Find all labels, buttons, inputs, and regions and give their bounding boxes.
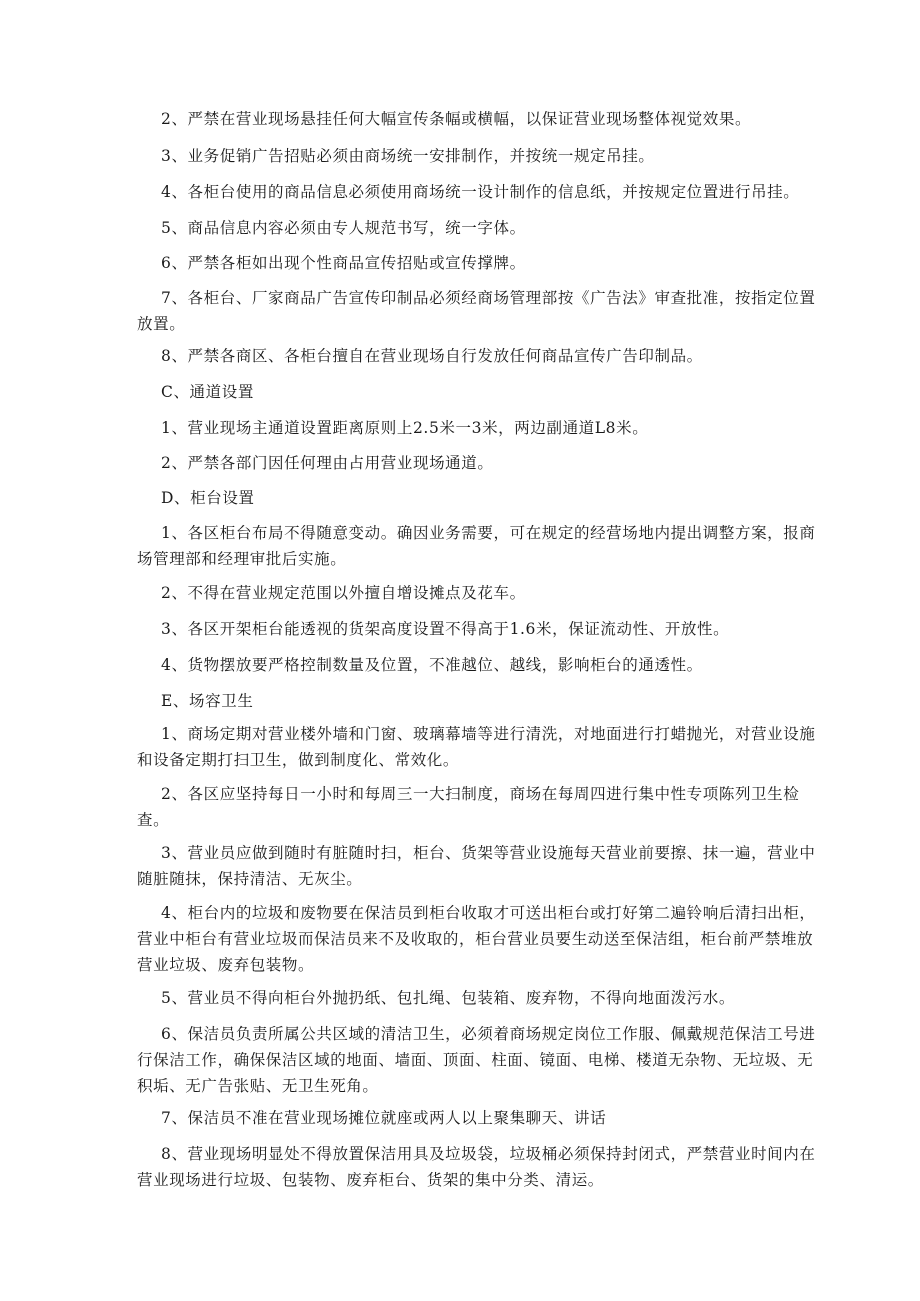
paragraph-text: 4、柜台内的垃圾和废物要在保洁员到柜台收取才可送出柜台或打好第二遍铃响后清扫出柜，营业中柜台有营业垃圾而保洁员来不及收取的，柜台营业员要生动送至保洁组，柜台前严禁堆放营业垃圾、废弃包装物。: [137, 904, 816, 974]
section-heading: [137, 485, 817, 511]
section-heading-text: E、场容卫生: [161, 692, 254, 710]
paragraph: [137, 1141, 817, 1193]
paragraph: [137, 840, 817, 892]
paragraph: [137, 616, 817, 642]
paragraph-text: 6、严禁各柜如出现个性商品宣传招贴或宣传撑牌。: [161, 254, 526, 272]
paragraph-text: 1、商场定期对营业楼外墙和门窗、玻璃幕墙等进行清洗，对地面进行打蜡抛光，对营业设施和设备定期打扫卫生，做到制度化、常效化。: [137, 725, 816, 769]
paragraph: [137, 415, 817, 441]
paragraph-text: 3、各区开架柜台能透视的货架高度设置不得高于1.6米，保证流动性、开放性。: [161, 620, 730, 638]
paragraph-text: 7、保洁员不准在营业现场摊位就座或两人以上聚集聊天、讲话: [161, 1109, 607, 1127]
paragraph: [137, 179, 817, 205]
paragraph-text: 8、营业现场明显处不得放置保洁用具及垃圾袋，垃圾桶必须保持封闭式，严禁营业时间内在营业现场进行垃圾、包装物、废弃柜台、货架的集中分类、清运。: [137, 1145, 816, 1189]
paragraph-text: 2、不得在营业规定范围以外擅自增设摊点及花车。: [161, 584, 526, 602]
paragraph: [137, 721, 817, 773]
paragraph-text: 3、业务促销广告招贴必须由商场统一安排制作，并按统一规定吊挂。: [161, 147, 655, 165]
paragraph-text: 2、严禁在营业现场悬挂任何大幅宣传条幅或横幅，以保证营业现场整体视觉效果。: [161, 110, 752, 128]
paragraph: [137, 1105, 817, 1131]
paragraph: [137, 106, 817, 132]
paragraph: [137, 900, 817, 978]
paragraph-text: 3、营业员应做到随时有脏随时扫，柜台、货架等营业设施每天营业前要擦、抹一遍，营业中随脏随抹，保持清洁、无灰尘。: [137, 844, 816, 888]
paragraph-text: 1、各区柜台布局不得随意变动。确因业务需要，可在规定的经营场地内提出调整方案，报商场管理部和经理审批后实施。: [137, 524, 816, 568]
paragraph-text: 7、各柜台、厂家商品广告宣传印制品必须经商场管理部按《广告法》审查批准，按指定位置放置。: [137, 289, 816, 333]
paragraph: [137, 285, 817, 337]
paragraph: [137, 343, 817, 369]
section-heading: [137, 379, 817, 405]
paragraph: [137, 250, 817, 276]
paragraph: [137, 520, 817, 572]
paragraph: [137, 215, 817, 241]
paragraph: [137, 1021, 817, 1099]
paragraph: [137, 985, 817, 1011]
paragraph-text: 4、货物摆放要严格控制数量及位置，不准越位、越线，影响柜台的通透性。: [161, 656, 703, 674]
section-heading: [137, 688, 817, 714]
paragraph: [137, 450, 817, 476]
section-heading-text: C、通道设置: [161, 383, 254, 401]
paragraph: [137, 143, 817, 169]
paragraph: [137, 580, 817, 606]
paragraph-text: 5、商品信息内容必须由专人规范书写，统一字体。: [161, 219, 526, 237]
paragraph-text: 4、各柜台使用的商品信息必须使用商场统一设计制作的信息纸，并按规定位置进行吊挂。: [161, 183, 800, 201]
paragraph-text: 1、营业现场主通道设置距离原则上2.5米一3米，两边副通道L8米。: [161, 419, 649, 437]
paragraph-text: 2、严禁各部门因任何理由占用营业现场通道。: [161, 454, 494, 472]
paragraph-text: 8、严禁各商区、各柜台擅自在营业现场自行发放任何商品宣传广告印制品。: [161, 347, 703, 365]
paragraph-text: 6、保洁员负责所属公共区域的清洁卫生，必须着商场规定岗位工作服、佩戴规范保洁工号进行保洁工作，确保保洁区域的地面、墙面、顶面、柱面、镜面、电梯、楼道无杂物、无垃圾、无积垢、无广告张贴、无卫生死角。: [137, 1025, 816, 1095]
paragraph: [137, 652, 817, 678]
paragraph-text: 5、营业员不得向柜台外抛扔纸、包扎绳、包装箱、废弃物，不得向地面泼污水。: [161, 989, 735, 1007]
paragraph-text: 2、各区应坚持每日一小时和每周三一大扫制度，商场在每周四进行集中性专项陈列卫生检查。: [137, 785, 800, 829]
paragraph: [137, 781, 817, 833]
section-heading-text: D、柜台设置: [161, 489, 255, 507]
